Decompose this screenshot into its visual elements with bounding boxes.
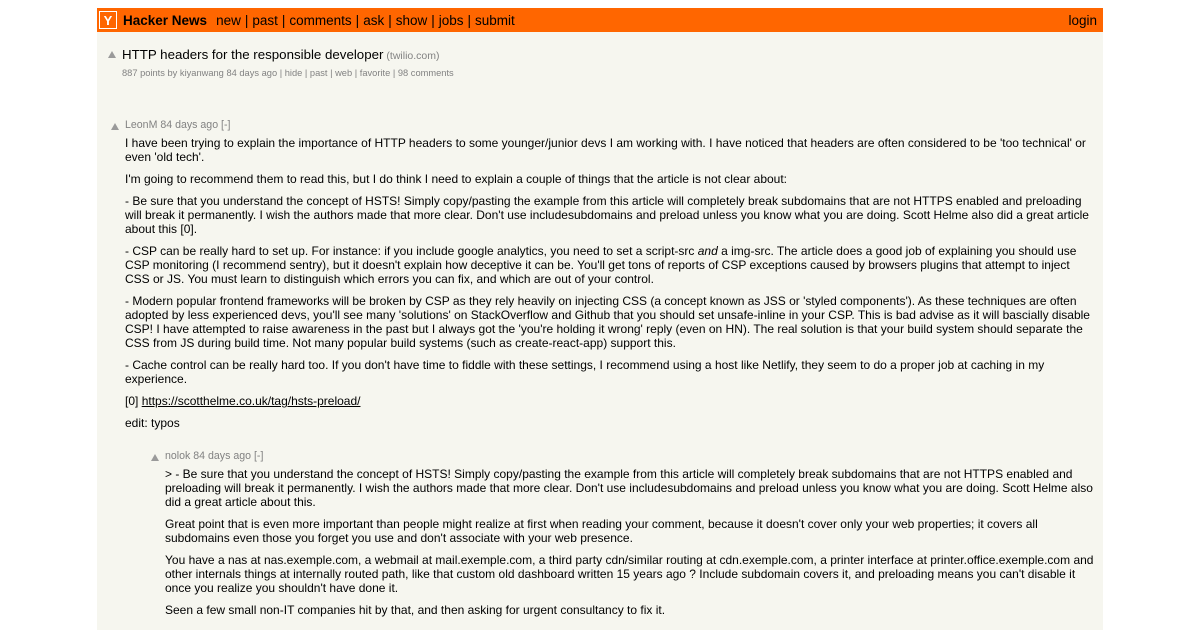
comment-age-link[interactable]: 84 days ago [193, 450, 252, 462]
site-title-link[interactable]: Hacker News [123, 12, 208, 28]
comment-header [125, 119, 230, 131]
nav-link-new[interactable]: new [216, 12, 241, 28]
story-upvote-arrow-icon[interactable] [108, 51, 116, 58]
comment-collapse-toggle[interactable]: [-] [221, 119, 231, 131]
comment-text: a img-src. The article does a good job of explaining you should use CSP monitoring (I recommend sentry), but it doesn't explain how deceptive it can be. You'll get tons of reports of CSP exceptions caused by browsers plugins that attempt to inject CSS or JS. You must learn to distinguish which errors you can fix, and which are out of your control. [125, 244, 1077, 286]
story-age-link[interactable]: 84 days ago [226, 68, 278, 78]
comment-paragraph: - Modern popular frontend frameworks will be broken by CSP as they rely heavily on injecting CSS (a concept known as JSS or 'styled components'). As these techniques are often adopted by less experienced devs, you'll see many 'solutions' on StackOverflow and Github that you should set unsafe-inline in your CSP. This is bad advise as it will bascially disable CSP! I have attempted to raise awareness in the past but I always got the 'you're holding it wrong' reply (even on HN). The real solution is that your build system should separate the CSS from JS during build time. Not many popular build systems (such as create-react-app) support this. [125, 294, 1090, 350]
story-web-link[interactable]: web [335, 68, 353, 78]
page-container [97, 8, 1103, 630]
separator: | [281, 12, 286, 28]
comment-paragraph [125, 394, 1093, 408]
separator: | [388, 12, 392, 28]
comment-paragraph [125, 244, 1093, 286]
reference-link[interactable]: https://scotthelme.co.uk/tag/hsts-preload/ [141, 394, 361, 408]
story-past-link[interactable]: past [309, 68, 328, 78]
story-comments-link[interactable]: 98 comments [397, 68, 454, 78]
comment-body [125, 136, 1093, 438]
comment-paragraph: Seen a few small non-IT companies hit by that, and then asking for urgent consultancy to fix it. [165, 603, 666, 617]
comment-user-link[interactable]: nolok [165, 450, 191, 462]
reference-label: [0] [125, 394, 142, 408]
comment-paragraph: You have a nas at nas.exemple.com, a webmail at mail.exemple.com, a third party cdn/similar routing at cdn.exemple.com, a printer interface at printer.office.exemple.com and other internals things at internally routed path, like that custom old dashboard written 15 years ago ? Include subdomain covers it, and preloading means you can't disable it once you realize you shouldn't have done it. [165, 553, 1094, 595]
nav-links [216, 13, 515, 28]
comment-paragraph: Great point that is even more important than people might realize at first when reading your comment, because it doesn't cover only your web properties; it covers all subdomains even those you forget you use and don't associate with your web presence. [165, 517, 1038, 545]
comment-upvote-arrow-icon[interactable] [111, 123, 119, 130]
story-title-line [122, 47, 440, 62]
story-site[interactable]: (twilio.com) [386, 50, 440, 62]
comment-age-link[interactable]: 84 days ago [160, 119, 219, 131]
comment-emphasis: and [697, 244, 718, 258]
nav-link-submit[interactable]: submit [475, 12, 515, 28]
story-subtext [122, 68, 454, 78]
separator: | [354, 68, 358, 78]
separator: | [392, 68, 396, 78]
separator: | [431, 12, 435, 28]
comment-paragraph: I have been trying to explain the importance of HTTP headers to some younger/junior devs I am working with. I have noticed that headers are often considered to be 'too technical' or even 'old tech'. [125, 136, 1086, 164]
story-points: 887 points [122, 68, 165, 78]
nav-link-ask[interactable]: ask [363, 12, 385, 28]
nav-link-show[interactable]: show [395, 12, 428, 28]
comment-text: - CSP can be really hard to set up. For instance: if you include google analytics, you need to set a script-src [125, 244, 698, 258]
comment-paragraph: - Cache control can be really hard too. If you don't have time to fiddle with these settings, I recommend using a host like Netlify, they seem to do a proper job at caching in my experience. [125, 358, 1045, 386]
story-title-link[interactable]: HTTP headers for the responsible developer [122, 47, 384, 62]
story-user-link[interactable]: kiyanwang [179, 68, 224, 78]
top-navbar [97, 8, 1103, 32]
story-favorite-link[interactable]: favorite [359, 68, 391, 78]
comment-paragraph: edit: typos [125, 416, 180, 430]
login-link[interactable]: login [1068, 12, 1097, 28]
story-hide-link[interactable]: hide [284, 68, 303, 78]
comment-collapse-toggle[interactable]: [-] [253, 450, 264, 462]
hn-logo-icon[interactable]: Y [99, 11, 117, 29]
comment-body [165, 467, 1095, 625]
comment-paragraph: I'm going to recommend them to read this, but I do think I need to explain a couple of things that the article is not clear about: [125, 172, 788, 186]
comment-upvote-arrow-icon[interactable] [151, 454, 159, 461]
comment-paragraph: - Be sure that you understand the concept of HSTS! Simply copy/pasting the example from this article will completely break subdomains that are not HTTPS enabled and preloading will break it permanently. I wish the authors made that more clear. Don't use includesubdomains and preload unless you know what you are doing. Scott Helme also did a great article about this [0]. [125, 194, 1089, 236]
nav-link-past[interactable]: past [252, 12, 278, 28]
story-by-label: by [167, 68, 178, 78]
comment-header [165, 450, 263, 462]
separator: | [304, 68, 308, 78]
nav-link-comments[interactable]: comments [289, 12, 352, 28]
comment-user-link[interactable]: LeonM [125, 119, 158, 131]
comment-paragraph: > - Be sure that you understand the concept of HSTS! Simply copy/pasting the example from this article will completely break subdomains that are not HTTPS enabled and preloading will break it permanently. I wish the authors made that more clear. Don't use includesubdomains and preload unless you know what you are doing. Scott Helme also did a great article about this. [165, 467, 1093, 509]
separator: | [467, 12, 472, 28]
nav-link-jobs[interactable]: jobs [438, 12, 464, 28]
separator: | [355, 12, 360, 28]
separator: | [330, 68, 333, 78]
separator: | [244, 12, 249, 28]
separator: | [279, 68, 283, 78]
